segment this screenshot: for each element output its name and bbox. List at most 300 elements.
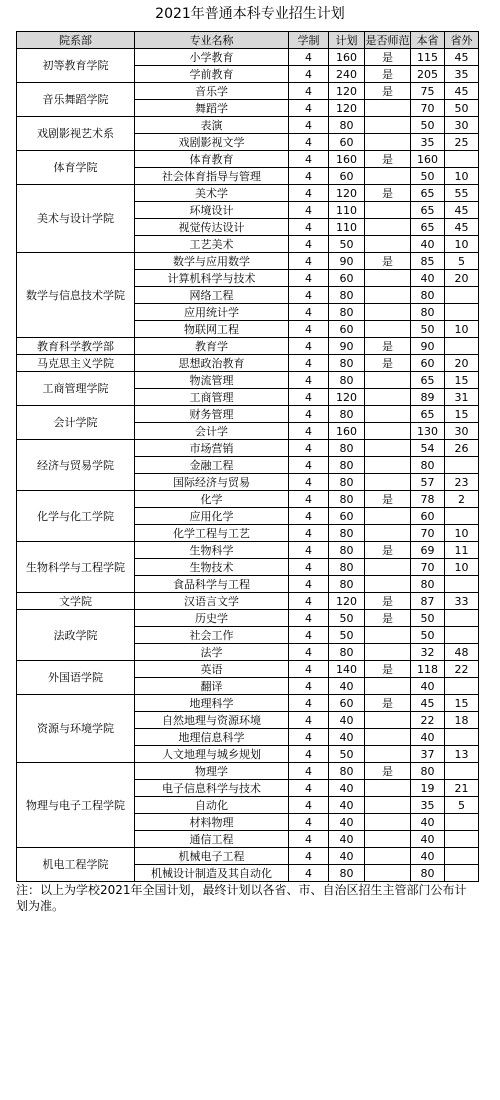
years-cell: 4	[289, 83, 329, 100]
plan-cell: 140	[329, 661, 365, 678]
plan-cell: 80	[329, 865, 365, 882]
plan-cell: 80	[329, 542, 365, 559]
major-cell: 物流管理	[135, 372, 289, 389]
out-province-cell: 30	[445, 423, 479, 440]
years-cell: 4	[289, 287, 329, 304]
plan-cell: 80	[329, 117, 365, 134]
major-cell: 网络工程	[135, 287, 289, 304]
plan-cell: 50	[329, 236, 365, 253]
plan-cell: 80	[329, 287, 365, 304]
years-cell: 4	[289, 168, 329, 185]
out-province-cell: 55	[445, 185, 479, 202]
table-row	[17, 151, 479, 168]
table-row	[17, 185, 479, 202]
normal-cell: 是	[365, 610, 411, 627]
major-cell: 物联网工程	[135, 321, 289, 338]
years-cell: 4	[289, 593, 329, 610]
plan-cell: 120	[329, 593, 365, 610]
years-cell: 4	[289, 236, 329, 253]
years-cell: 4	[289, 406, 329, 423]
major-cell: 物理学	[135, 763, 289, 780]
major-cell: 社会体育指导与管理	[135, 168, 289, 185]
normal-cell	[365, 474, 411, 491]
major-cell: 舞蹈学	[135, 100, 289, 117]
years-cell: 4	[289, 678, 329, 695]
plan-cell: 120	[329, 100, 365, 117]
out-province-cell	[445, 151, 479, 168]
in-province-cell: 65	[411, 406, 445, 423]
out-province-cell	[445, 457, 479, 474]
major-cell: 法学	[135, 644, 289, 661]
in-province-cell: 70	[411, 559, 445, 576]
department-cell: 物理与电子工程学院	[17, 763, 135, 848]
table-row	[17, 848, 479, 865]
out-province-cell: 10	[445, 236, 479, 253]
normal-cell	[365, 644, 411, 661]
out-province-cell	[445, 287, 479, 304]
major-cell: 思想政治教育	[135, 355, 289, 372]
plan-cell: 110	[329, 202, 365, 219]
in-province-cell: 22	[411, 712, 445, 729]
out-province-cell	[445, 831, 479, 848]
normal-cell	[365, 576, 411, 593]
out-province-cell: 10	[445, 559, 479, 576]
plan-cell: 60	[329, 134, 365, 151]
plan-cell: 40	[329, 814, 365, 831]
in-province-cell: 205	[411, 66, 445, 83]
table-row	[17, 610, 479, 627]
plan-cell: 80	[329, 304, 365, 321]
plan-cell: 120	[329, 389, 365, 406]
years-cell: 4	[289, 474, 329, 491]
normal-cell: 是	[365, 593, 411, 610]
out-province-cell: 15	[445, 406, 479, 423]
plan-cell: 240	[329, 66, 365, 83]
years-cell: 4	[289, 423, 329, 440]
in-province-cell: 70	[411, 100, 445, 117]
out-province-cell: 25	[445, 134, 479, 151]
in-province-cell: 35	[411, 797, 445, 814]
major-cell: 地理科学	[135, 695, 289, 712]
major-cell: 自然地理与资源环境	[135, 712, 289, 729]
in-province-cell: 65	[411, 219, 445, 236]
in-province-cell: 50	[411, 610, 445, 627]
plan-cell: 40	[329, 712, 365, 729]
in-province-cell: 80	[411, 304, 445, 321]
in-province-cell: 40	[411, 729, 445, 746]
major-cell: 戏剧影视文学	[135, 134, 289, 151]
page-title: 2021年普通本科专业招生计划	[155, 6, 345, 22]
normal-cell	[365, 236, 411, 253]
in-province-cell: 85	[411, 253, 445, 270]
years-cell: 4	[289, 321, 329, 338]
years-cell: 4	[289, 644, 329, 661]
normal-cell: 是	[365, 355, 411, 372]
years-cell: 4	[289, 814, 329, 831]
plan-cell: 80	[329, 440, 365, 457]
major-cell: 机械设计制造及其自动化	[135, 865, 289, 882]
years-cell: 4	[289, 831, 329, 848]
years-cell: 4	[289, 100, 329, 117]
in-province-cell: 118	[411, 661, 445, 678]
major-cell: 会计学	[135, 423, 289, 440]
major-cell: 视觉传达设计	[135, 219, 289, 236]
plan-cell: 40	[329, 729, 365, 746]
out-province-cell: 45	[445, 202, 479, 219]
in-province-cell: 80	[411, 865, 445, 882]
years-cell: 4	[289, 440, 329, 457]
in-province-cell: 45	[411, 695, 445, 712]
normal-cell: 是	[365, 661, 411, 678]
in-province-cell: 80	[411, 763, 445, 780]
out-province-cell: 50	[445, 100, 479, 117]
in-province-cell: 54	[411, 440, 445, 457]
major-cell: 体育教育	[135, 151, 289, 168]
out-province-cell: 33	[445, 593, 479, 610]
years-cell: 4	[289, 491, 329, 508]
normal-cell	[365, 678, 411, 695]
out-province-cell: 5	[445, 797, 479, 814]
major-cell: 小学教育	[135, 49, 289, 66]
major-cell: 工商管理	[135, 389, 289, 406]
department-cell: 美术与设计学院	[17, 185, 135, 253]
department-cell: 会计学院	[17, 406, 135, 440]
normal-cell: 是	[365, 66, 411, 83]
major-cell: 翻译	[135, 678, 289, 695]
out-province-cell	[445, 508, 479, 525]
in-province-cell: 50	[411, 168, 445, 185]
years-cell: 4	[289, 763, 329, 780]
major-cell: 自动化	[135, 797, 289, 814]
major-cell: 教育学	[135, 338, 289, 355]
plan-cell: 120	[329, 185, 365, 202]
normal-cell	[365, 627, 411, 644]
years-cell: 4	[289, 661, 329, 678]
in-province-cell: 40	[411, 814, 445, 831]
table-row	[17, 372, 479, 389]
major-cell: 英语	[135, 661, 289, 678]
years-cell: 4	[289, 389, 329, 406]
department-cell: 戏剧影视艺术系	[17, 117, 135, 151]
years-cell: 4	[289, 627, 329, 644]
out-province-cell: 15	[445, 695, 479, 712]
header-out-province: 省外	[445, 32, 479, 49]
major-cell: 汉语言文学	[135, 593, 289, 610]
major-cell: 化学	[135, 491, 289, 508]
out-province-cell: 23	[445, 474, 479, 491]
in-province-cell: 35	[411, 134, 445, 151]
out-province-cell: 10	[445, 525, 479, 542]
years-cell: 4	[289, 304, 329, 321]
in-province-cell: 70	[411, 525, 445, 542]
normal-cell: 是	[365, 185, 411, 202]
normal-cell	[365, 848, 411, 865]
major-cell: 电子信息科学与技术	[135, 780, 289, 797]
major-cell: 生物科学	[135, 542, 289, 559]
plan-cell: 50	[329, 610, 365, 627]
department-cell: 音乐舞蹈学院	[17, 83, 135, 117]
plan-cell: 80	[329, 457, 365, 474]
out-province-cell: 45	[445, 49, 479, 66]
out-province-cell: 13	[445, 746, 479, 763]
normal-cell: 是	[365, 151, 411, 168]
department-cell: 数学与信息技术学院	[17, 253, 135, 338]
in-province-cell: 75	[411, 83, 445, 100]
plan-cell: 60	[329, 168, 365, 185]
out-province-cell: 45	[445, 219, 479, 236]
major-cell: 应用化学	[135, 508, 289, 525]
header-plan: 计划	[329, 32, 365, 49]
major-cell: 通信工程	[135, 831, 289, 848]
normal-cell: 是	[365, 83, 411, 100]
years-cell: 4	[289, 134, 329, 151]
major-cell: 材料物理	[135, 814, 289, 831]
plan-cell: 40	[329, 780, 365, 797]
normal-cell: 是	[365, 763, 411, 780]
in-province-cell: 40	[411, 831, 445, 848]
table-row	[17, 117, 479, 134]
plan-cell: 40	[329, 831, 365, 848]
out-province-cell: 2	[445, 491, 479, 508]
years-cell: 4	[289, 117, 329, 134]
years-cell: 4	[289, 712, 329, 729]
normal-cell: 是	[365, 542, 411, 559]
out-province-cell: 11	[445, 542, 479, 559]
plan-cell: 80	[329, 474, 365, 491]
major-cell: 社会工作	[135, 627, 289, 644]
years-cell: 4	[289, 542, 329, 559]
in-province-cell: 40	[411, 236, 445, 253]
major-cell: 环境设计	[135, 202, 289, 219]
in-province-cell: 87	[411, 593, 445, 610]
years-cell: 4	[289, 66, 329, 83]
in-province-cell: 65	[411, 372, 445, 389]
normal-cell	[365, 219, 411, 236]
major-cell: 美术学	[135, 185, 289, 202]
out-province-cell: 31	[445, 389, 479, 406]
normal-cell	[365, 100, 411, 117]
table-row	[17, 49, 479, 66]
plan-cell: 50	[329, 627, 365, 644]
plan-cell: 90	[329, 253, 365, 270]
plan-cell: 60	[329, 321, 365, 338]
table-row	[17, 355, 479, 372]
normal-cell: 是	[365, 49, 411, 66]
in-province-cell: 40	[411, 678, 445, 695]
plan-cell: 60	[329, 695, 365, 712]
normal-cell	[365, 508, 411, 525]
years-cell: 4	[289, 202, 329, 219]
major-cell: 应用统计学	[135, 304, 289, 321]
normal-cell	[365, 134, 411, 151]
normal-cell	[365, 525, 411, 542]
major-cell: 机械电子工程	[135, 848, 289, 865]
major-cell: 数学与应用数学	[135, 253, 289, 270]
table-row	[17, 542, 479, 559]
normal-cell	[365, 559, 411, 576]
table-header-row	[17, 32, 479, 49]
normal-cell	[365, 372, 411, 389]
years-cell: 4	[289, 372, 329, 389]
years-cell: 4	[289, 338, 329, 355]
out-province-cell	[445, 627, 479, 644]
years-cell: 4	[289, 253, 329, 270]
footnote: 注：以上为学校2021年全国计划，最终计划以各省、市、自治区招生主管部门公布计划为准。	[16, 883, 467, 913]
years-cell: 4	[289, 695, 329, 712]
department-cell: 生物科学与工程学院	[17, 542, 135, 593]
plan-cell: 90	[329, 338, 365, 355]
table-row	[17, 661, 479, 678]
in-province-cell: 69	[411, 542, 445, 559]
years-cell: 4	[289, 746, 329, 763]
out-province-cell	[445, 304, 479, 321]
out-province-cell: 26	[445, 440, 479, 457]
table-row	[17, 253, 479, 270]
header-years: 学制	[289, 32, 329, 49]
department-cell: 化学与化工学院	[17, 491, 135, 542]
plan-cell: 80	[329, 644, 365, 661]
normal-cell	[365, 117, 411, 134]
in-province-cell: 160	[411, 151, 445, 168]
years-cell: 4	[289, 848, 329, 865]
department-cell: 马克思主义学院	[17, 355, 135, 372]
in-province-cell: 60	[411, 355, 445, 372]
normal-cell: 是	[365, 338, 411, 355]
department-cell: 文学院	[17, 593, 135, 610]
years-cell: 4	[289, 270, 329, 287]
years-cell: 4	[289, 559, 329, 576]
department-cell: 工商管理学院	[17, 372, 135, 406]
out-province-cell	[445, 814, 479, 831]
table-row	[17, 406, 479, 423]
in-province-cell: 130	[411, 423, 445, 440]
header-major: 专业名称	[135, 32, 289, 49]
in-province-cell: 40	[411, 270, 445, 287]
in-province-cell: 32	[411, 644, 445, 661]
department-cell: 教育科学教学部	[17, 338, 135, 355]
out-province-cell: 30	[445, 117, 479, 134]
out-province-cell: 10	[445, 168, 479, 185]
plan-cell: 60	[329, 270, 365, 287]
normal-cell	[365, 457, 411, 474]
years-cell: 4	[289, 797, 329, 814]
out-province-cell: 18	[445, 712, 479, 729]
out-province-cell	[445, 338, 479, 355]
major-cell: 财务管理	[135, 406, 289, 423]
normal-cell	[365, 831, 411, 848]
normal-cell	[365, 406, 411, 423]
department-cell: 体育学院	[17, 151, 135, 185]
plan-cell: 80	[329, 372, 365, 389]
years-cell: 4	[289, 780, 329, 797]
plan-cell: 80	[329, 525, 365, 542]
years-cell: 4	[289, 355, 329, 372]
out-province-cell: 5	[445, 253, 479, 270]
out-province-cell	[445, 576, 479, 593]
years-cell: 4	[289, 508, 329, 525]
in-province-cell: 80	[411, 576, 445, 593]
normal-cell	[365, 168, 411, 185]
out-province-cell: 10	[445, 321, 479, 338]
major-cell: 金融工程	[135, 457, 289, 474]
in-province-cell: 90	[411, 338, 445, 355]
in-province-cell: 65	[411, 185, 445, 202]
normal-cell	[365, 440, 411, 457]
years-cell: 4	[289, 525, 329, 542]
major-cell: 人文地理与城乡规划	[135, 746, 289, 763]
in-province-cell: 60	[411, 508, 445, 525]
in-province-cell: 57	[411, 474, 445, 491]
in-province-cell: 37	[411, 746, 445, 763]
years-cell: 4	[289, 185, 329, 202]
normal-cell	[365, 389, 411, 406]
out-province-cell: 21	[445, 780, 479, 797]
out-province-cell: 20	[445, 270, 479, 287]
plan-cell: 160	[329, 151, 365, 168]
plan-cell: 40	[329, 678, 365, 695]
normal-cell	[365, 712, 411, 729]
plan-cell: 50	[329, 746, 365, 763]
major-cell: 历史学	[135, 610, 289, 627]
years-cell: 4	[289, 610, 329, 627]
in-province-cell: 78	[411, 491, 445, 508]
normal-cell	[365, 270, 411, 287]
table-row	[17, 338, 479, 355]
out-province-cell: 15	[445, 372, 479, 389]
out-province-cell	[445, 610, 479, 627]
plan-cell: 80	[329, 559, 365, 576]
table-row	[17, 763, 479, 780]
normal-cell	[365, 780, 411, 797]
major-cell: 表演	[135, 117, 289, 134]
in-province-cell: 115	[411, 49, 445, 66]
normal-cell	[365, 814, 411, 831]
plan-cell: 80	[329, 763, 365, 780]
table-row	[17, 491, 479, 508]
enrollment-plan-table	[16, 31, 479, 882]
years-cell: 4	[289, 49, 329, 66]
in-province-cell: 19	[411, 780, 445, 797]
plan-cell: 160	[329, 423, 365, 440]
plan-cell: 40	[329, 797, 365, 814]
years-cell: 4	[289, 576, 329, 593]
major-cell: 化学工程与工艺	[135, 525, 289, 542]
department-cell: 法政学院	[17, 610, 135, 661]
years-cell: 4	[289, 865, 329, 882]
years-cell: 4	[289, 457, 329, 474]
in-province-cell: 50	[411, 117, 445, 134]
plan-cell: 40	[329, 848, 365, 865]
out-province-cell	[445, 729, 479, 746]
normal-cell	[365, 287, 411, 304]
normal-cell: 是	[365, 491, 411, 508]
table-row	[17, 83, 479, 100]
department-cell: 经济与贸易学院	[17, 440, 135, 491]
out-province-cell: 20	[445, 355, 479, 372]
major-cell: 市场营销	[135, 440, 289, 457]
normal-cell	[365, 729, 411, 746]
major-cell: 食品科学与工程	[135, 576, 289, 593]
out-province-cell: 45	[445, 83, 479, 100]
normal-cell	[365, 304, 411, 321]
in-province-cell: 65	[411, 202, 445, 219]
normal-cell	[365, 865, 411, 882]
department-cell: 初等教育学院	[17, 49, 135, 83]
in-province-cell: 40	[411, 848, 445, 865]
plan-cell: 110	[329, 219, 365, 236]
normal-cell	[365, 746, 411, 763]
normal-cell: 是	[365, 695, 411, 712]
